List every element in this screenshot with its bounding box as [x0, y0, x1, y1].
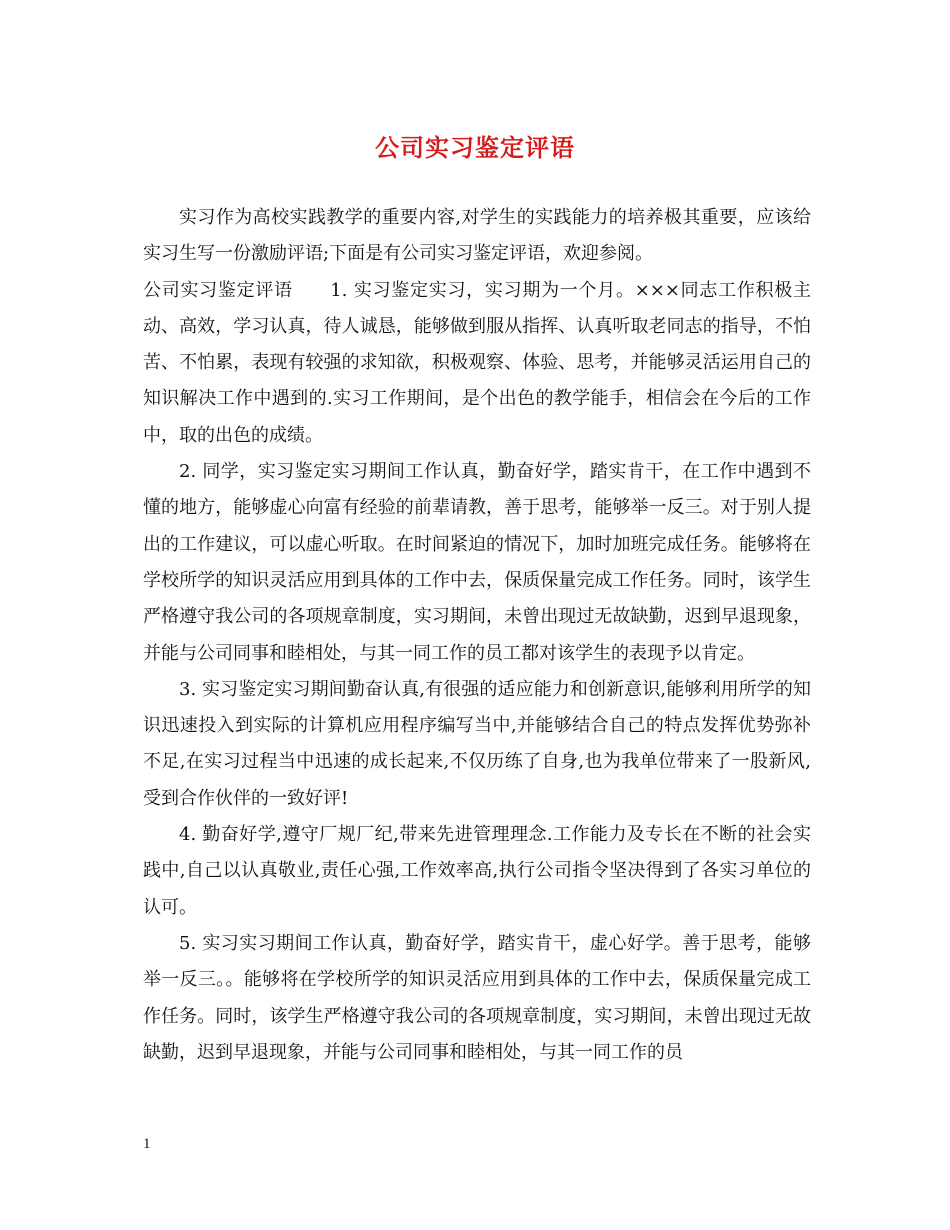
page-number: 1: [143, 1136, 151, 1152]
comment-paragraph-1: 公司实习鉴定评语 1. 实习鉴定实习，实习期为一个月。×××同志工作积极主动、高效，学习认真，待人诚恳，能够做到服从指挥、认真听取老同志的指导，不怕苦、不怕累，表现有较强的求知欲，积极观察、体验、思考，并能够灵活运用自己的知识解决工作中遇到的.实习工作期间，是个出色的教学能手，相信会在今后的工作中，取的出色的成绩。: [143, 279, 811, 446]
comment-paragraph-4: 4. 勤奋好学,遵守厂规厂纪,带来先进管理理念.工作能力及专长在不断的社会实践中,自己以认真敬业,责任心强,工作效率高,执行公司指令坚决得到了各实习单位的认可。: [143, 824, 811, 918]
comment-paragraph-5: 5. 实习实习期间工作认真，勤奋好学，踏实肯干，虚心好学。善于思考，能够举一反三。。能够将在学校所学的知识灵活应用到具体的工作中去，保质保量完成工作任务。同时，该学生严格遵守我公司的各项规章制度，实习期间，未曾出现过无故缺勤，迟到早退现象，并能与公司同事和睦相处，与其一同工作的员: [143, 932, 811, 1063]
document-title: 公司实习鉴定评语: [375, 133, 575, 162]
intro-paragraph: 实习作为高校实践教学的重要内容,对学生的实践能力的培养极其重要，应该给实习生写一份激励评语;下面是有公司实习鉴定评语，欢迎参阅。: [143, 207, 811, 265]
comment-paragraph-2: 2. 同学，实习鉴定实习期间工作认真，勤奋好学，踏实肯干，在工作中遇到不懂的地方，能够虚心向富有经验的前辈请教，善于思考，能够举一反三。对于别人提出的工作建议，可以虚心听取。在时间紧迫的情况下，加时加班完成任务。能够将在学校所学的知识灵活应用到具体的工作中去，保质保量完成工作任务。同时，该学生严格遵守我公司的各项规章制度，实习期间，未曾出现过无故缺勤，迟到早退现象，并能与公司同事和睦相处，与其一同工作的员工都对该学生的表现予以肯定。: [143, 461, 811, 664]
comment-paragraph-3: 3. 实习鉴定实习期间勤奋认真,有很强的适应能力和创新意识,能够利用所学的知识迅速投入到实际的计算机应用程序编写当中,并能够结合自己的特点发挥优势弥补不足,在实习过程当中迅速的成长起来,不仅历练了自身,也为我单位带来了一股新风,受到合作伙伴的一致好评!: [143, 678, 811, 809]
document-body: [143, 200, 811, 1071]
